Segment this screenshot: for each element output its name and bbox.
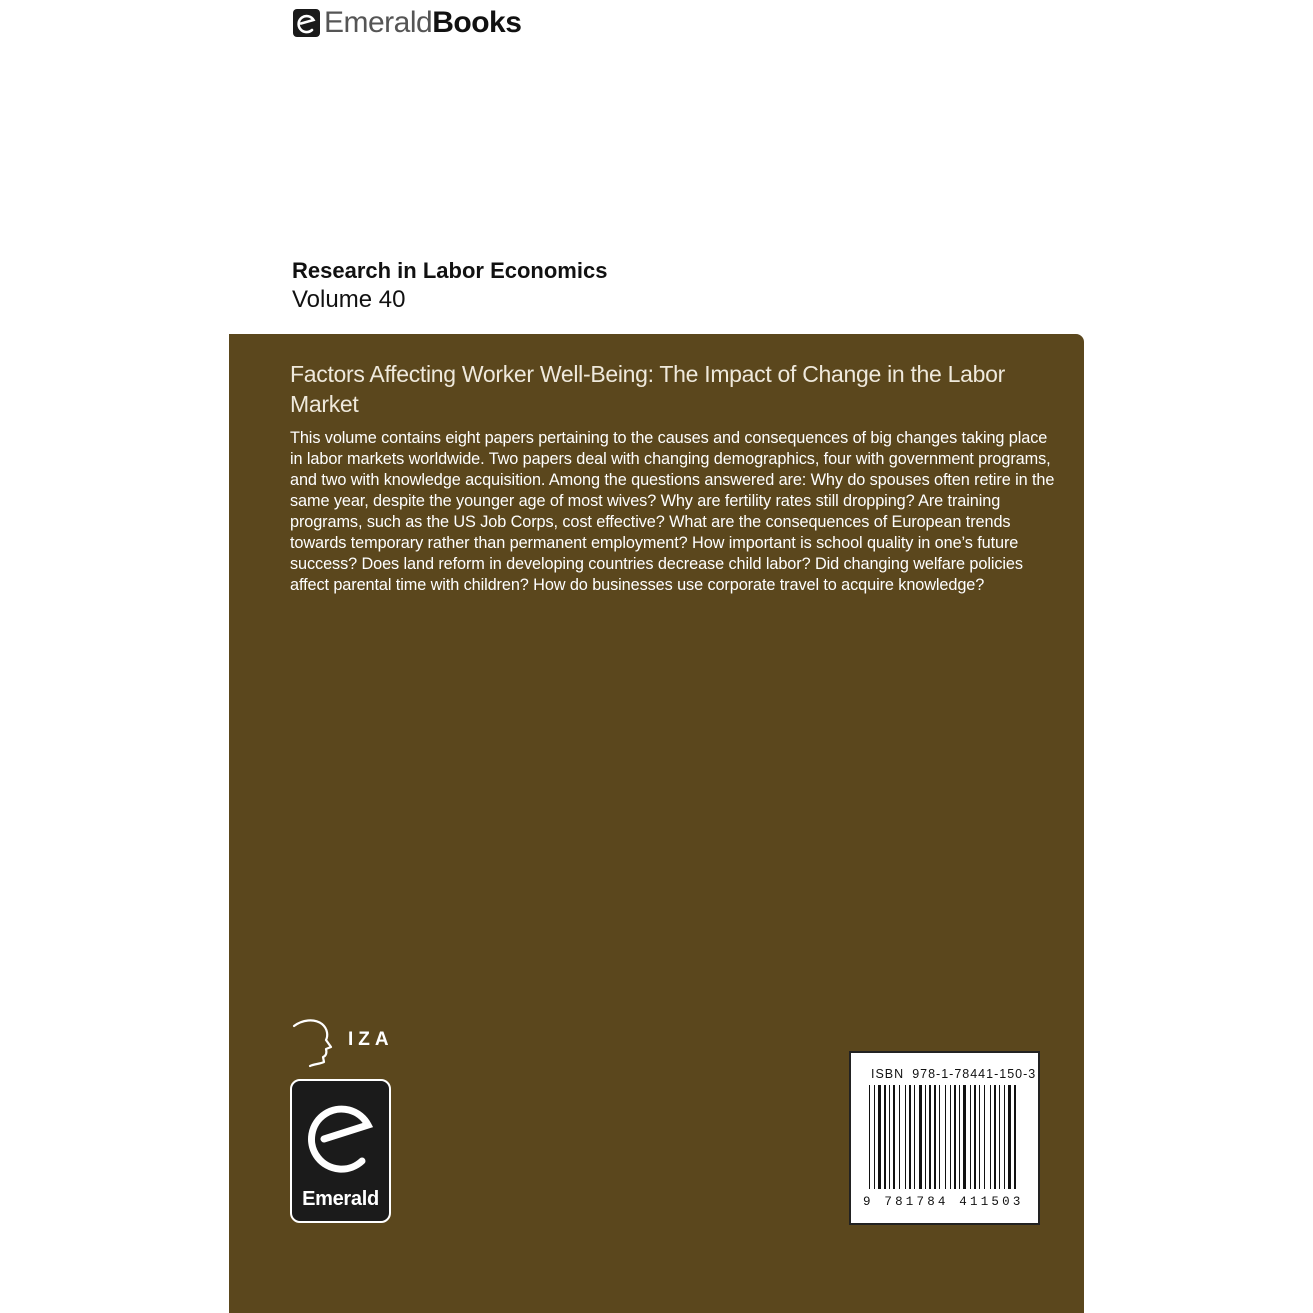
barcode-bar — [939, 1085, 940, 1189]
barcode-bar — [869, 1085, 870, 1189]
iza-head-icon — [290, 1018, 346, 1068]
barcode-bar — [893, 1085, 895, 1189]
barcode-bar — [874, 1085, 875, 1189]
barcode-bar — [884, 1085, 886, 1189]
barcode-bar — [959, 1085, 960, 1189]
barcode-bar — [979, 1085, 980, 1189]
emerald-label: Emerald — [302, 1188, 379, 1210]
emerald-publisher-logo — [290, 1079, 391, 1223]
book-blurb: This volume contains eight papers pertaining to the causes and consequences of big changes taking place in labor markets worldwide. Two papers deal with changing demographics, four with government programs, and two with knowledge acquisition. Among the questions answered are: Why do spouses often retire in the same year, despite the younger age of most wives? Why are fertility rates still dropping? Are training programs, such as the US Job Corps, cost effective? What are the consequences of European trends towards temporary rather than permanent employment? How important is school quality in one’s future success? Does land reform in developing countries decrease child labor? Did changing welfare policies affect parental time with children? How do businesses use corporate travel to acquire knowledge? — [290, 429, 1055, 594]
iza-label: IZA — [348, 1029, 394, 1050]
brand-suffix: Books — [432, 6, 522, 39]
barcode-bar — [934, 1085, 936, 1189]
barcode-digits: 9 781784 411503 — [863, 1195, 1024, 1209]
barcode-bar — [925, 1085, 926, 1189]
book-title: Factors Affecting Worker Well-Being: The Impact of Change in the Labor Market — [290, 361, 1005, 417]
brand-name: Emerald — [324, 6, 433, 39]
iza-logo — [290, 1018, 420, 1068]
barcode-bar — [990, 1085, 991, 1189]
barcode-bar — [974, 1085, 976, 1189]
emerald-e-icon — [302, 1093, 380, 1179]
barcode-bar — [984, 1085, 985, 1189]
isbn-barcode-box — [849, 1051, 1040, 1225]
barcode-bar — [1014, 1085, 1016, 1189]
barcode-bar — [878, 1085, 881, 1189]
barcode-bar — [970, 1085, 971, 1189]
barcode-bar — [999, 1085, 1000, 1189]
series-title: Research in Labor Economics — [292, 258, 608, 283]
emerald-e-icon — [293, 9, 320, 37]
barcode-bar — [929, 1085, 931, 1189]
barcode-bar — [994, 1085, 996, 1189]
barcode-bar — [905, 1085, 906, 1189]
barcode-bar — [899, 1085, 900, 1189]
barcode-bar — [914, 1085, 915, 1189]
barcode-bar — [1004, 1085, 1005, 1189]
barcode-bar — [950, 1085, 951, 1189]
back-cover-panel — [229, 334, 1084, 1313]
barcode-bar — [889, 1085, 890, 1189]
barcode-bar — [945, 1085, 946, 1189]
series-heading — [292, 257, 607, 315]
barcode — [869, 1085, 1023, 1197]
barcode-bar — [954, 1085, 956, 1189]
isbn-label: ISBN — [871, 1067, 905, 1081]
barcode-bar — [919, 1085, 922, 1189]
isbn-number: 978-1-78441-150-3 — [912, 1067, 1037, 1081]
barcode-bar — [963, 1085, 966, 1189]
emerald-books-logo — [293, 5, 521, 41]
series-volume: Volume 40 — [292, 286, 406, 313]
barcode-bar — [909, 1085, 911, 1189]
barcode-bar — [1008, 1085, 1011, 1189]
